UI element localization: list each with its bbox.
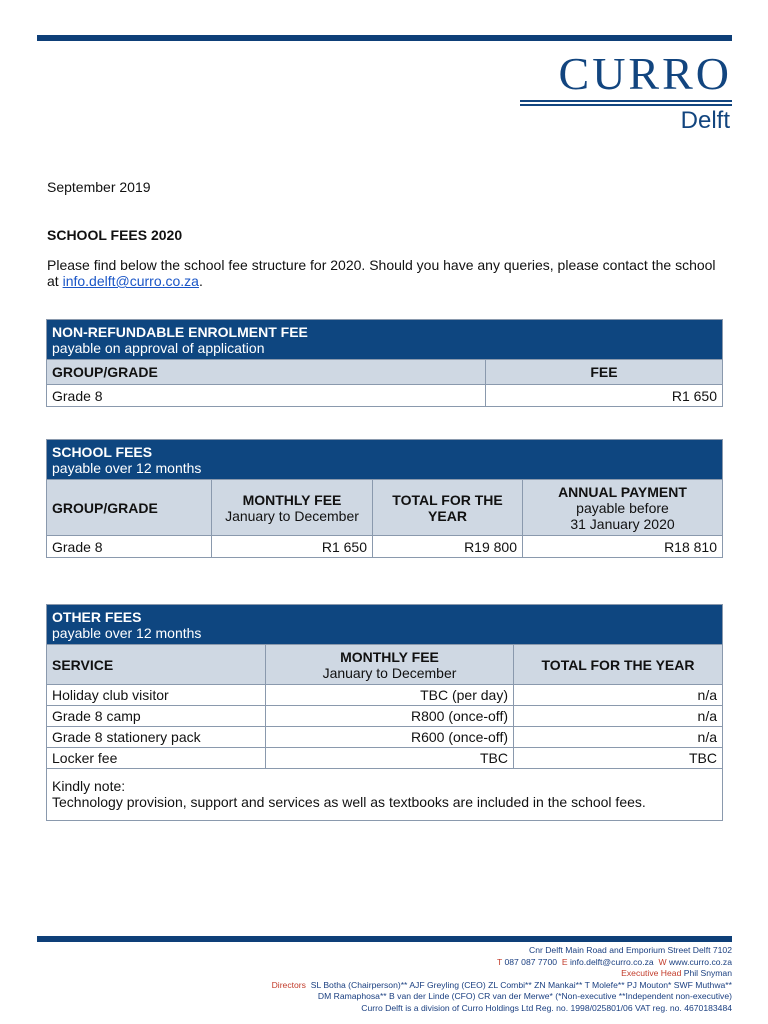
school-col-monthly	[212, 480, 373, 536]
grade-cell: Grade 8	[47, 536, 212, 558]
other-fees-header	[47, 605, 723, 645]
web-label: W	[658, 956, 667, 967]
other-fees-subtitle: payable over 12 months	[52, 625, 202, 641]
footer-company: Curro Delft is a division of Curro Holdings Ltd Reg. no. 1998/025801/06 VAT reg. no. 4670183484	[361, 1002, 732, 1013]
monthly-fee-cell: R600 (once-off)	[266, 727, 514, 748]
service-cell: Locker fee	[47, 748, 266, 769]
annual-fee-cell: R18 810	[523, 536, 723, 558]
footer-web: www.curro.co.za	[668, 956, 732, 967]
other-col-service: SERVICE	[47, 645, 266, 685]
logo-underline	[520, 100, 732, 106]
top-rule	[37, 35, 732, 41]
table-row	[47, 385, 723, 407]
enrolment-fee-table	[46, 319, 723, 407]
school-col-annual-label: ANNUAL PAYMENT	[558, 483, 687, 500]
footer-directors-line2: DM Ramaphosa** B van der Linde (CFO) CR van der Merwe* (*Non-executive **Independent non-executive)	[317, 991, 732, 1001]
enrolment-header	[47, 320, 723, 360]
total-fee-cell: n/a	[514, 727, 723, 748]
enrolment-subtitle: payable on approval of application	[52, 340, 265, 356]
table-row	[47, 706, 723, 727]
other-col-monthly-sub: January to December	[322, 664, 457, 681]
grade-cell: Grade 8	[47, 385, 486, 407]
footer-phone: 087 087 7700	[504, 956, 558, 967]
footer-directors-line1	[172, 980, 732, 992]
total-fee-cell: n/a	[514, 685, 723, 706]
school-col-annual-sub2: 31 January 2020	[570, 515, 675, 532]
enrolment-title: NON-REFUNDABLE ENROLMENT FEE	[52, 324, 308, 340]
table-row	[47, 685, 723, 706]
school-col-monthly-sub: January to December	[225, 507, 359, 524]
note-title: Kindly note:	[52, 777, 126, 794]
enrolment-col-fee: FEE	[486, 360, 723, 385]
service-cell: Grade 8 stationery pack	[47, 727, 266, 748]
school-col-monthly-label: MONTHLY FEE	[242, 491, 342, 508]
monthly-fee-cell: TBC	[266, 748, 514, 769]
school-col-total: TOTAL FOR THE YEAR	[373, 480, 523, 536]
school-col-group: GROUP/GRADE	[47, 480, 212, 536]
monthly-fee-cell: R1 650	[212, 536, 373, 558]
total-fee-cell: n/a	[514, 706, 723, 727]
note-text: Technology provision, support and services as well as textbooks are included in the school fees.	[52, 793, 646, 810]
fee-cell: R1 650	[486, 385, 723, 407]
service-cell: Grade 8 camp	[47, 706, 266, 727]
bottom-rule	[37, 936, 732, 942]
total-fee-cell: R19 800	[373, 536, 523, 558]
executive-label: Executive Head	[621, 968, 682, 978]
school-fees-table	[46, 439, 723, 558]
fees-note	[47, 769, 723, 821]
school-fees-subtitle: payable over 12 months	[52, 460, 202, 476]
letter-date: September 2019	[47, 179, 151, 195]
logo-word: CURRO	[558, 48, 732, 99]
school-col-annual	[523, 480, 723, 536]
enrolment-col-group: GROUP/GRADE	[47, 360, 486, 385]
directors-label: Directors	[271, 979, 306, 990]
logo-campus: Delft	[680, 107, 730, 134]
footer-executive	[172, 968, 732, 980]
other-col-monthly-label: MONTHLY FEE	[340, 648, 439, 665]
monthly-fee-cell: R800 (once-off)	[266, 706, 514, 727]
table-row	[47, 727, 723, 748]
email-label: E	[561, 956, 568, 967]
letterhead-footer	[172, 945, 732, 1014]
school-fees-title: SCHOOL FEES	[52, 444, 153, 460]
school-fees-header	[47, 440, 723, 480]
other-col-monthly	[266, 645, 514, 685]
table-row	[47, 748, 723, 769]
contact-email-link[interactable]: info.delft@curro.co.za	[62, 273, 199, 289]
executive-name: Phil Snyman	[683, 968, 732, 978]
total-fee-cell: TBC	[514, 748, 723, 769]
table-row	[47, 536, 723, 558]
footer-address: Cnr Delft Main Road and Emporium Street Delft 7102	[528, 945, 732, 955]
letter-heading: SCHOOL FEES 2020	[47, 227, 183, 243]
school-col-annual-sub1: payable before	[576, 499, 669, 516]
intro-end: .	[198, 273, 203, 289]
other-col-total: TOTAL FOR THE YEAR	[514, 645, 723, 685]
intro-text: Please find below the school fee structure for 2020. Should you have any queries, please contact the school at	[47, 257, 716, 289]
footer-contacts	[172, 957, 732, 969]
directors-list-1: SL Botha (Chairperson)** AJF Greyling (CEO) ZL Combi** ZN Mankai** T Molefe** PJ Mouton* SWF Muthwa**	[310, 979, 732, 990]
curro-logo	[520, 48, 732, 134]
other-fees-title: OTHER FEES	[52, 609, 142, 625]
intro-paragraph	[47, 257, 727, 289]
other-fees-table	[46, 604, 723, 821]
footer-email: info.delft@curro.co.za	[569, 956, 654, 967]
monthly-fee-cell: TBC (per day)	[266, 685, 514, 706]
phone-label: T	[496, 956, 503, 967]
service-cell: Holiday club visitor	[47, 685, 266, 706]
